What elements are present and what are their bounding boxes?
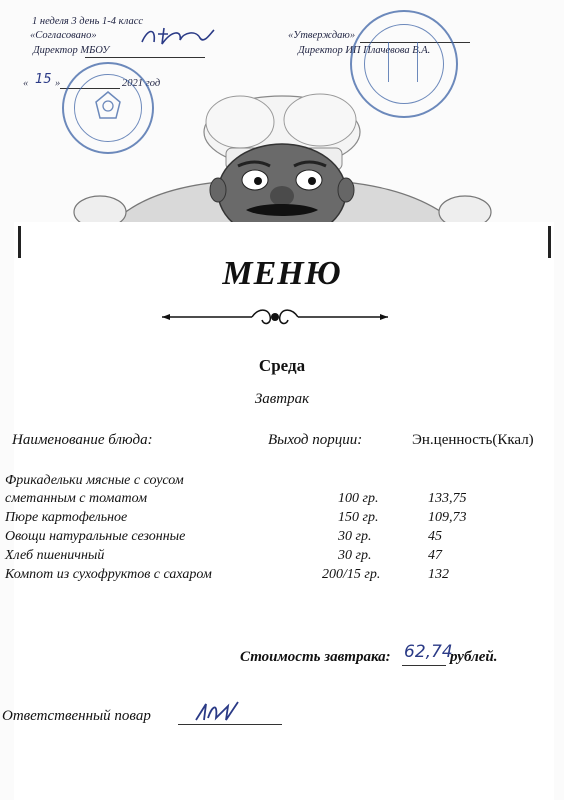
- cost-value-line: [402, 665, 446, 666]
- cook-signature-line: [178, 724, 282, 725]
- dish-energy: 47: [428, 548, 442, 563]
- dish-portion: 100 гр.: [338, 491, 379, 506]
- cook-signature: [192, 698, 242, 724]
- cost-value: 62,74: [404, 642, 453, 662]
- dish-name: Фрикадельки мясные с соусом: [5, 473, 184, 488]
- date-day: 15: [35, 72, 52, 87]
- date-open: «: [23, 78, 29, 89]
- board-edge-left: [18, 226, 21, 258]
- agreed-label: «Согласовано»: [30, 30, 97, 41]
- approved-label: «Утверждаю»: [288, 30, 356, 41]
- dish-name: Пюре картофельное: [5, 510, 128, 525]
- director-left-line: [85, 57, 205, 58]
- dish-energy: 133,75: [428, 491, 467, 506]
- dish-name: Овощи натуральные сезонные: [5, 529, 186, 544]
- dish-portion: 30 гр.: [338, 529, 372, 544]
- week-line: 1 неделя 3 день 1-4 класс: [32, 16, 144, 27]
- menu-title: МЕНЮ: [222, 255, 342, 292]
- dish-energy: 45: [428, 529, 442, 544]
- dish-name: Компот из сухофруктов с сахаром: [5, 567, 212, 582]
- dish-portion: 200/15 гр.: [322, 567, 381, 582]
- dish-energy: 132: [428, 567, 449, 582]
- column-energy-header: Эн.ценность(Ккал): [412, 432, 534, 448]
- dish-portion: 150 гр.: [338, 510, 379, 525]
- cook-label: Ответственный повар: [2, 708, 151, 724]
- title-ornament: [160, 306, 390, 328]
- dish-energy: 109,73: [428, 510, 467, 525]
- column-portion-header: Выход порции:: [268, 432, 363, 448]
- board-edge-right: [548, 226, 551, 258]
- director-signature-left: [138, 24, 218, 50]
- meal-heading: Завтрак: [254, 391, 310, 407]
- column-name-header: Наименование блюда:: [12, 432, 153, 448]
- day-heading: Среда: [258, 356, 306, 375]
- dish-portion: 30 гр.: [338, 548, 372, 563]
- date-close: »: [55, 78, 61, 89]
- director-right: Директор ИП Плачевова В.А.: [298, 45, 431, 56]
- director-left: Директор МБОУ: [33, 45, 110, 56]
- date-year: 2021 год: [122, 78, 161, 89]
- dish-name: сметанным с томатом: [5, 491, 148, 506]
- dish-name: Хлеб пшеничный: [5, 548, 105, 563]
- cost-unit: рублей.: [450, 649, 498, 665]
- cost-label: Стоимость завтрака:: [240, 649, 391, 665]
